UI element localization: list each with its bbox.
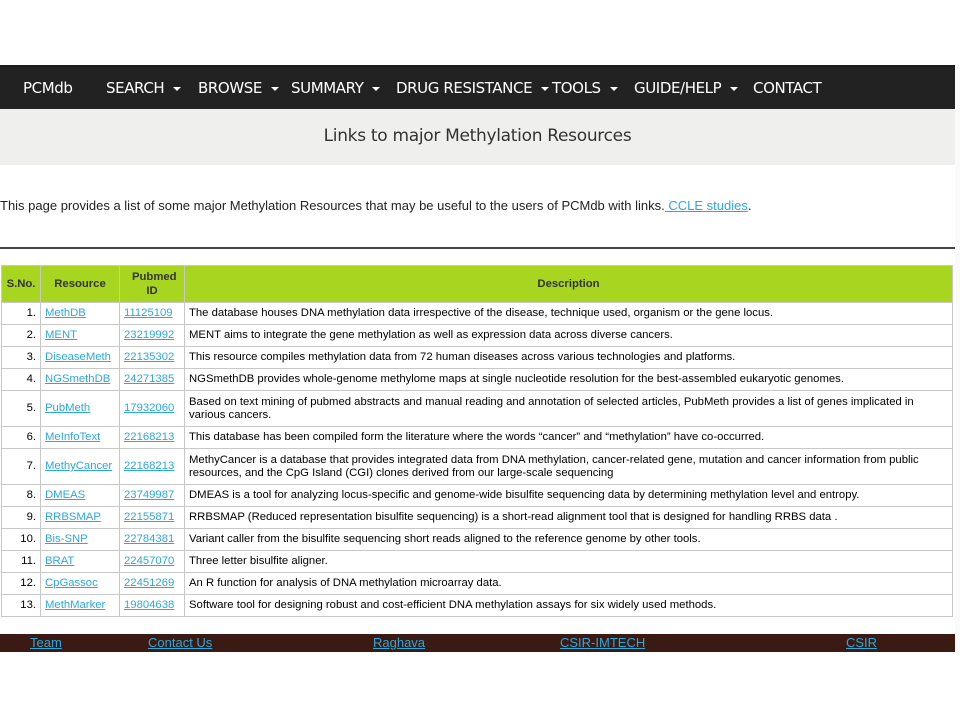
nav-brand[interactable]: PCMdb xyxy=(23,79,73,97)
table-row xyxy=(2,551,953,573)
description-cell: DMEAS is a tool for analyzing locus-specific and genome-wide bisulfite sequencing data by determining methylation level and entropy. xyxy=(185,485,953,507)
pubmed-cell xyxy=(120,595,185,617)
resource-link[interactable]: DMEAS xyxy=(45,489,86,501)
pubmed-link[interactable]: 24271385 xyxy=(124,373,175,385)
pubmed-cell xyxy=(120,529,185,551)
page-title: Links to major Methylation Resources xyxy=(323,126,632,146)
description-cell: MENT aims to integrate the gene methylation as well as expression data across diverse cancers. xyxy=(185,325,953,347)
resource-link[interactable]: PubMeth xyxy=(45,402,91,414)
resource-cell xyxy=(41,347,120,369)
caret-down-icon xyxy=(541,87,549,91)
row-sno: 11. xyxy=(2,551,41,573)
row-sno: 10. xyxy=(2,529,41,551)
pubmed-link[interactable]: 22457070 xyxy=(124,555,175,567)
row-sno: 6. xyxy=(2,427,41,449)
caret-down-icon xyxy=(173,87,181,91)
pubmed-cell xyxy=(120,551,185,573)
description-cell: Variant caller from the bisulfite sequencing short reads aligned to the reference genome by other tools. xyxy=(185,529,953,551)
resource-cell xyxy=(41,595,120,617)
row-sno: 8. xyxy=(2,485,41,507)
resources-table xyxy=(1,265,953,617)
pubmed-cell xyxy=(120,347,185,369)
nav-drug-resistance-label: DRUG RESISTANCE xyxy=(396,79,533,97)
pubmed-link[interactable]: 22168213 xyxy=(124,431,175,443)
row-sno: 3. xyxy=(2,347,41,369)
table-row xyxy=(2,427,953,449)
nav-search-label: SEARCH xyxy=(106,79,165,97)
resource-cell xyxy=(41,369,120,391)
table-row xyxy=(2,347,953,369)
pubmed-cell xyxy=(120,573,185,595)
description-cell: RRBSMAP (Reduced representation bisulfite sequencing) is a short-read alignment tool that is designed for handling RRBS data . xyxy=(185,507,953,529)
table-body xyxy=(2,303,953,617)
pubmed-link[interactable]: 22451269 xyxy=(124,577,175,589)
description-cell: MethyCancer is a database that provides integrated data from DNA methylation, cancer-related gene, mutation and cancer information from public resources, and the CpG Island (CGI) clones derived from our large-scale sequencing xyxy=(185,449,953,485)
pubmed-cell xyxy=(120,485,185,507)
nav-tools-label: TOOLS xyxy=(552,79,601,97)
pubmed-link[interactable]: 11125109 xyxy=(124,307,173,319)
resource-cell xyxy=(41,303,120,325)
pubmed-cell xyxy=(120,427,185,449)
pubmed-cell xyxy=(120,303,185,325)
header-resource: Resource xyxy=(41,266,120,303)
scrollbar-track[interactable] xyxy=(955,65,960,655)
description-cell: Software tool for designing robust and cost-efficient DNA methylation assays for six widely used methods. xyxy=(185,595,953,617)
pubmed-cell xyxy=(120,449,185,485)
resource-cell xyxy=(41,551,120,573)
nav-drug-resistance[interactable] xyxy=(396,79,549,97)
description-cell: Three letter bisulfite aligner. xyxy=(185,551,953,573)
header-pubmed-id-label: Pubmed ID xyxy=(132,271,177,297)
pubmed-link[interactable]: 22168213 xyxy=(124,460,175,472)
caret-down-icon xyxy=(610,87,618,91)
pubmed-link[interactable]: 19804638 xyxy=(124,599,175,611)
caret-down-icon xyxy=(372,87,380,91)
nav-guide-help-label: GUIDE/HELP xyxy=(634,79,722,97)
pubmed-cell xyxy=(120,391,185,427)
intro-text: This page provides a list of some major Methylation Resources that may be useful to the users of PCMdb with links. xyxy=(0,198,665,213)
resource-link[interactable]: MethyCancer xyxy=(45,460,113,472)
resource-link[interactable]: NGSmethDB xyxy=(45,373,111,385)
resource-link[interactable]: BRAT xyxy=(45,555,75,567)
caret-down-icon xyxy=(271,87,279,91)
footer-team-link[interactable]: Team xyxy=(30,635,62,650)
resource-link[interactable]: MethDB xyxy=(45,307,86,319)
table-row xyxy=(2,303,953,325)
pubmed-cell xyxy=(120,369,185,391)
header-sno: S.No. xyxy=(2,266,41,303)
table-row xyxy=(2,449,953,485)
description-cell: The database houses DNA methylation data irrespective of the disease, technique used, organism or the gene locus. xyxy=(185,303,953,325)
nav-summary-label: SUMMARY xyxy=(291,79,364,97)
pubmed-link[interactable]: 22135302 xyxy=(124,351,175,363)
resource-link[interactable]: DiseaseMeth xyxy=(45,351,111,363)
intro-paragraph xyxy=(0,198,751,213)
pubmed-cell xyxy=(120,325,185,347)
row-sno: 13. xyxy=(2,595,41,617)
nav-guide-help[interactable] xyxy=(634,79,738,97)
description-cell: An R function for analysis of DNA methylation microarray data. xyxy=(185,573,953,595)
header-pubmed-id xyxy=(120,266,185,303)
footer-contact-us-link[interactable]: Contact Us xyxy=(148,635,213,650)
table-row xyxy=(2,391,953,427)
table-header-row xyxy=(2,266,953,303)
row-sno: 5. xyxy=(2,391,41,427)
nav-browse-label: BROWSE xyxy=(198,79,262,97)
nav-contact[interactable]: CONTACT xyxy=(753,79,822,97)
nav-tools[interactable] xyxy=(552,79,618,97)
pubmed-link[interactable]: 17932060 xyxy=(124,402,175,414)
pubmed-link[interactable]: 23219992 xyxy=(124,329,175,341)
ccle-studies-link[interactable]: CCLE studies xyxy=(664,198,748,213)
resource-link[interactable]: MethMarker xyxy=(45,599,106,611)
resource-link[interactable]: MeInfoText xyxy=(45,431,101,443)
description-cell: This resource compiles methylation data from 72 human diseases across various technologies and platforms. xyxy=(185,347,953,369)
description-cell: This database has been compiled form the literature where the words “cancer” and “methylation” have co-occurred. xyxy=(185,427,953,449)
table-row xyxy=(2,595,953,617)
pubmed-link[interactable]: 22155871 xyxy=(124,511,175,523)
nav-search[interactable] xyxy=(106,79,181,97)
pubmed-link[interactable]: 23749987 xyxy=(124,489,175,501)
pubmed-link[interactable]: 22784381 xyxy=(124,533,175,545)
row-sno: 4. xyxy=(2,369,41,391)
divider xyxy=(0,247,955,249)
resource-link[interactable]: CpGassoc xyxy=(45,577,98,589)
footer-csir-link[interactable]: CSIR xyxy=(846,635,878,650)
title-band xyxy=(0,109,955,165)
footer-csir-imtech-link[interactable]: CSIR-IMTECH xyxy=(560,635,646,650)
description-cell: NGSmethDB provides whole-genome methylome maps at single nucleotide resolution for the best-assembled eukaryotic genomes. xyxy=(185,369,953,391)
pubmed-cell xyxy=(120,507,185,529)
resource-cell xyxy=(41,573,120,595)
table-row xyxy=(2,325,953,347)
intro-after: . xyxy=(747,198,752,213)
resource-link[interactable]: MENT xyxy=(45,329,78,341)
row-sno: 2. xyxy=(2,325,41,347)
header-description: Description xyxy=(185,266,953,303)
footer-raghava-link[interactable]: Raghava xyxy=(373,635,426,650)
resource-cell xyxy=(41,507,120,529)
table-row xyxy=(2,529,953,551)
table-row xyxy=(2,507,953,529)
resource-cell xyxy=(41,485,120,507)
resource-cell xyxy=(41,427,120,449)
table-row xyxy=(2,485,953,507)
row-sno: 9. xyxy=(2,507,41,529)
description-cell: Based on text mining of pubmed abstracts and manual reading and annotation of selected articles, PubMeth provides a list of genes implicated in various cancers. xyxy=(185,391,953,427)
row-sno: 12. xyxy=(2,573,41,595)
resource-cell xyxy=(41,529,120,551)
resource-cell xyxy=(41,325,120,347)
resource-link[interactable]: Bis-SNP xyxy=(45,533,88,545)
caret-down-icon xyxy=(730,87,738,91)
footer-bar xyxy=(0,634,955,652)
nav-summary[interactable] xyxy=(291,79,380,97)
resource-cell xyxy=(41,449,120,485)
nav-browse[interactable] xyxy=(198,79,279,97)
row-sno: 1. xyxy=(2,303,41,325)
resource-cell xyxy=(41,391,120,427)
table-row xyxy=(2,369,953,391)
row-sno: 7. xyxy=(2,449,41,485)
table-row xyxy=(2,573,953,595)
top-navbar xyxy=(0,65,955,109)
resource-link[interactable]: RRBSMAP xyxy=(45,511,101,523)
